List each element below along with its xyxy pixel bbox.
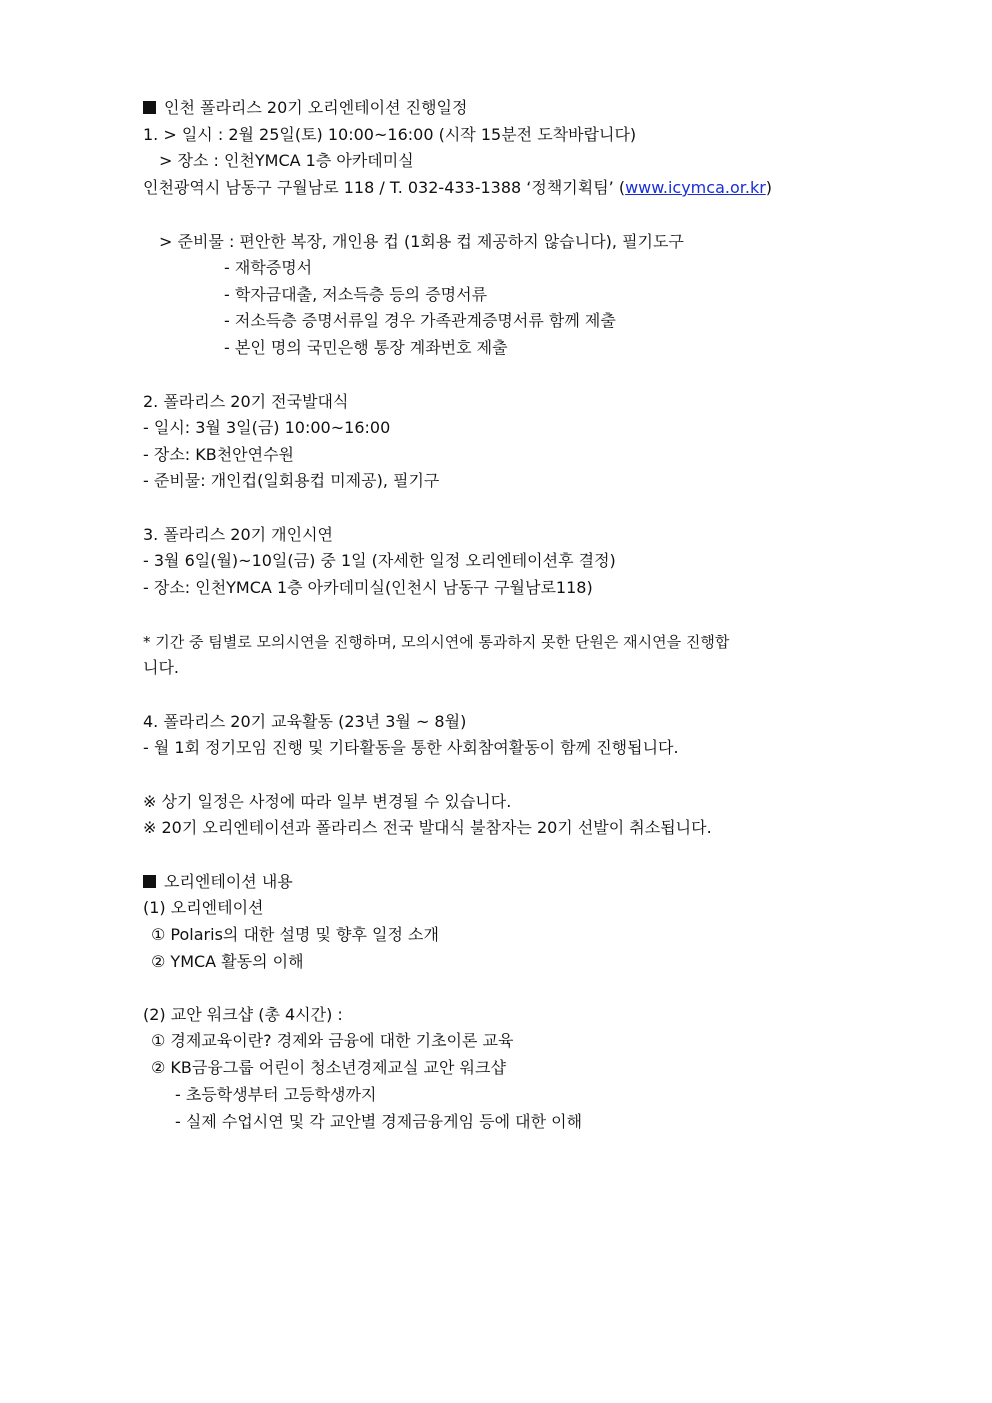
item2-line: - 장소: KB천안연수원 <box>143 445 294 464</box>
item2-line: - 일시: 3월 3일(금) 10:00~16:00 <box>143 418 391 437</box>
supplies-item: - 저소득층 증명서류일 경우 가족관계증명서류 함께 제출 <box>224 311 616 330</box>
orientation-place: > 장소 : 인천YMCA 1층 아카데미실 <box>159 151 414 170</box>
address-close: ) <box>765 178 773 197</box>
item3-title: 3. 폴라리스 20기 개인시연 <box>143 525 333 544</box>
supplies-item: - 학자금대출, 저소득층 등의 증명서류 <box>224 285 488 304</box>
item2-title: 2. 폴라리스 20기 전국발대식 <box>143 392 349 411</box>
sub1-title: (1) 오리엔테이션 <box>143 898 264 917</box>
sub2-detail: - 초등학생부터 고등학생까지 <box>175 1085 377 1104</box>
sub1-item: ① Polaris의 대한 설명 및 향후 일정 소개 <box>151 925 439 944</box>
section1-heading <box>143 98 467 118</box>
orientation-date: 1. > 일시 : 2월 25일(토) 10:00~16:00 (시작 15분전 도착바랍니다) <box>143 125 637 144</box>
sub1-item: ② YMCA 활동의 이해 <box>151 952 304 971</box>
sub2-title: (2) 교안 워크샵 (총 4시간) : <box>143 1005 343 1024</box>
section1-title: 인천 폴라리스 20기 오리엔테이션 진행일정 <box>164 98 468 117</box>
item4-line: - 월 1회 정기모임 진행 및 기타활동을 통한 사회참여활동이 함께 진행됩니다. <box>143 738 679 757</box>
note-line-continued: 니다. <box>143 658 179 677</box>
address-line <box>143 178 772 198</box>
item4-title: 4. 폴라리스 20기 교육활동 (23년 3월 ~ 8월) <box>143 712 467 731</box>
supplies-line: > 준비물 : 편안한 복장, 개인용 컵 (1회용 컵 제공하지 않습니다), 필기도구 <box>159 232 684 251</box>
sub2-item: ① 경제교육이란? 경제와 금융에 대한 기초이론 교육 <box>151 1031 514 1050</box>
remark-line: ※ 상기 일정은 사정에 따라 일부 변경될 수 있습니다. <box>143 792 512 811</box>
section2-title: 오리엔테이션 내용 <box>164 872 293 891</box>
item2-line: - 준비물: 개인컵(일회용컵 미제공), 필기구 <box>143 471 440 490</box>
address-text: 인천광역시 남동구 구월남로 118 / T. 032-433-1388 ‘정책기획팀’ ( <box>143 178 626 197</box>
sub2-item: ② KB금융그룹 어린이 청소년경제교실 교안 워크샵 <box>151 1058 506 1077</box>
section2-heading <box>143 872 293 892</box>
supplies-item: - 본인 명의 국민은행 통장 계좌번호 제출 <box>224 338 508 357</box>
item3-line: - 3월 6일(월)~10일(금) 중 1일 (자세한 일정 오리엔테이션후 결정) <box>143 551 616 570</box>
sub2-detail: - 실제 수업시연 및 각 교안별 경제금융게임 등에 대한 이해 <box>175 1112 583 1131</box>
square-bullet-icon <box>143 875 156 888</box>
website-link[interactable]: www.icymca.or.kr <box>625 178 766 197</box>
note-line: * 기간 중 팀별로 모의시연을 진행하며, 모의시연에 통과하지 못한 단원은 재시연을 진행합 <box>143 633 730 651</box>
supplies-item: - 재학증명서 <box>224 258 313 277</box>
item3-line: - 장소: 인천YMCA 1층 아카데미실(인천시 남동구 구월남로118) <box>143 578 593 597</box>
remark-line: ※ 20기 오리엔테이션과 폴라리스 전국 발대식 불참자는 20기 선발이 취소됩니다. <box>143 818 712 837</box>
square-bullet-icon <box>143 101 156 114</box>
